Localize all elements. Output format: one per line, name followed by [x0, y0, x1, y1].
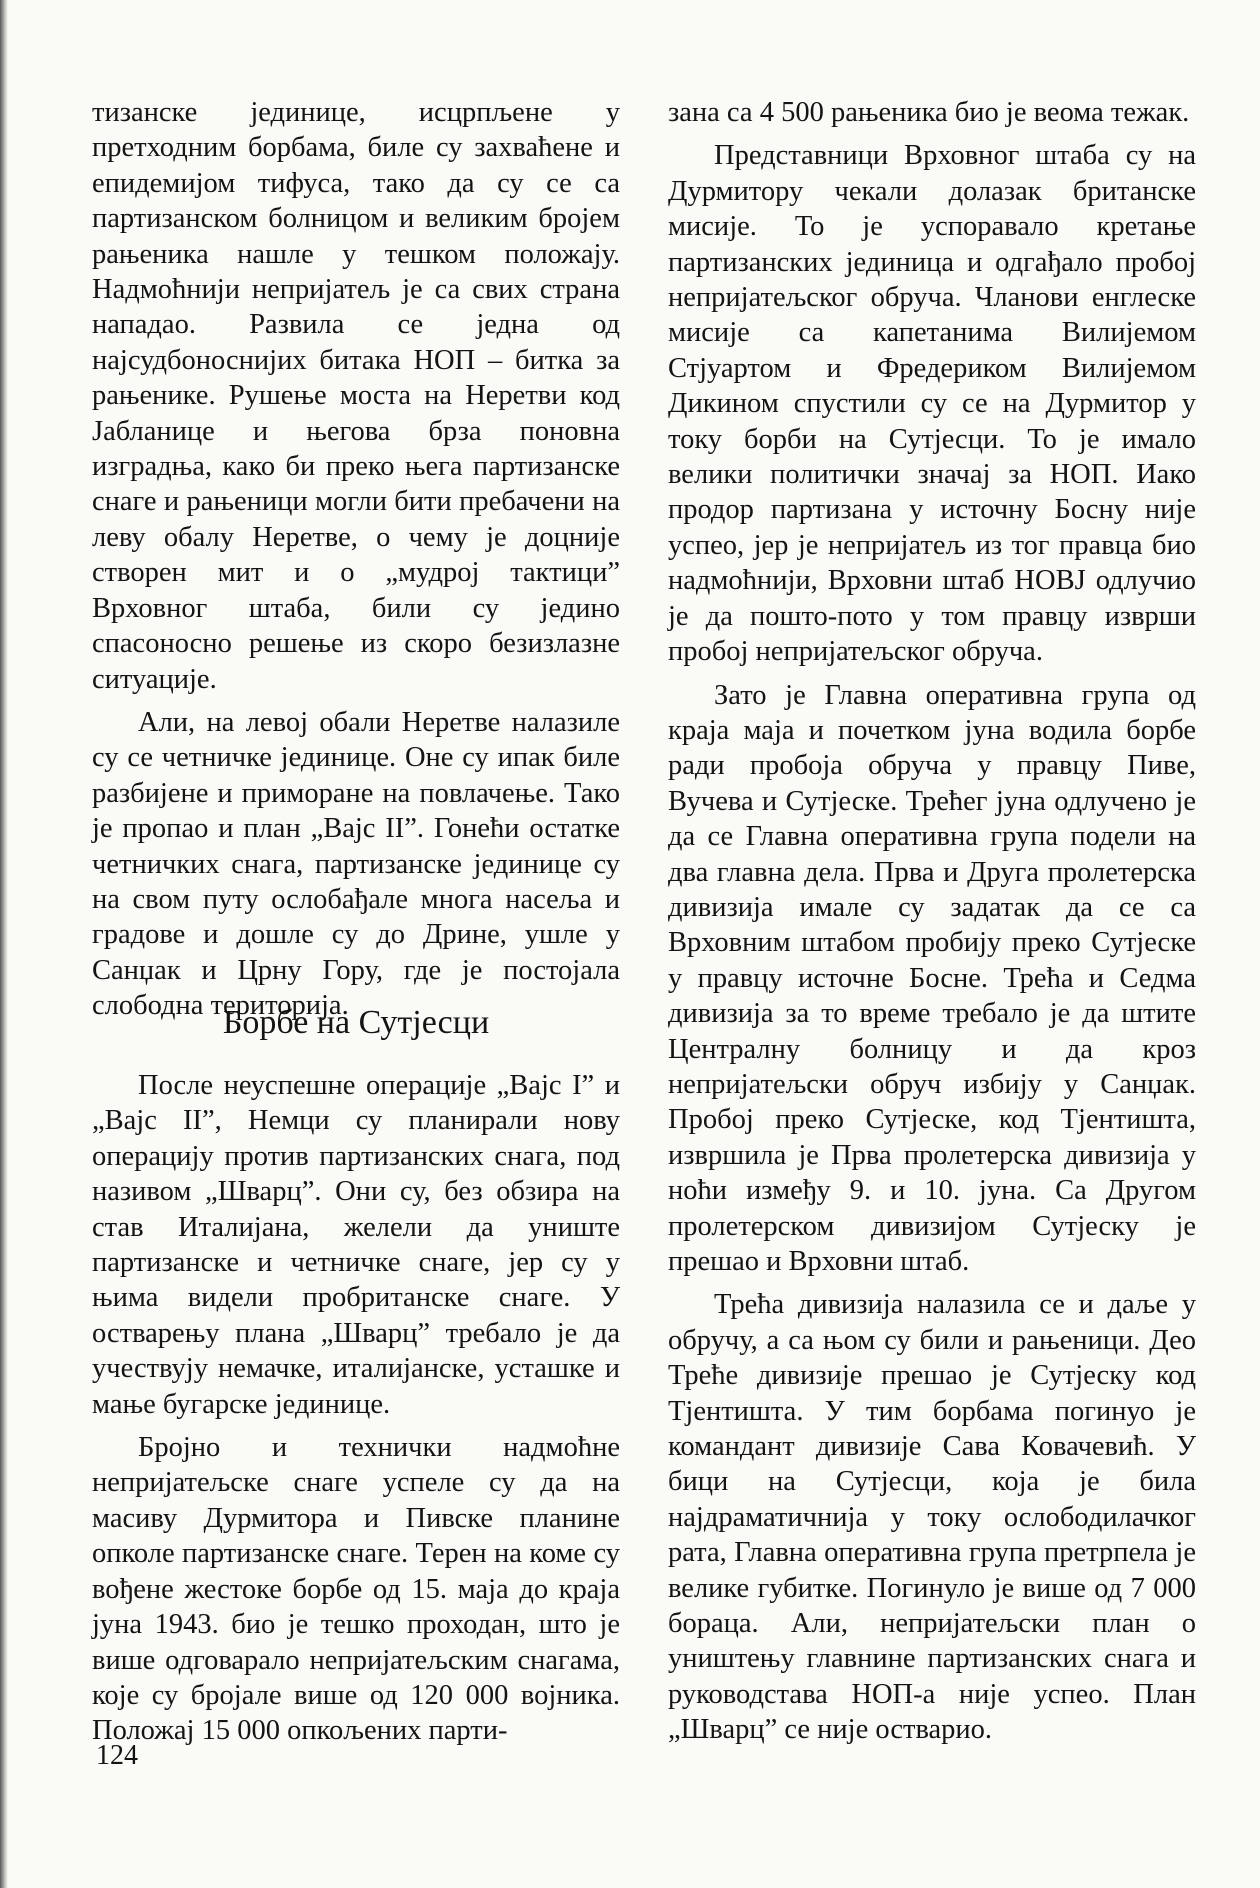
paragraph: Зато је Главна оперативна група од краја маја и почетком јуна водила борбе ради пробоја обруча у правцу Пиве, Вучева и Сутјеске. Трећег јуна одлучено је да се Главна оперативна група подели на два главна дела. Прва и Друга пролетерска дивизија имале су задатак да се са Врховним штабом пробију преко Сутјеске у правцу источне Босне. Трећа и Седма дивизија за то време требало је да штите Централну болницу и да кроз непријатељски обруч избију у Санџак. Пробој преко Сутјеске, код Тјентишта, извршила је Прва пролетерска дивизија у ноћи између 9. и 10. јуна. Са Другом пролетерском дивизијом Сутјеску је прешао и Врховни штаб. [668, 679, 1196, 1277]
paragraph: Али, на левој обали Неретве налазиле су се четничке јединице. Оне су ипак биле разбијене и приморане на повлачење. Тако је пропао и план „Вајс II”. Гонећи остатке четничких снага, партизанске јединице су на свом путу ослобађале многа насеља и градове и дошле су до Дрине, ушле у Санџак и Црну Гору, где је постојала слободна територија. [92, 706, 620, 1022]
paragraph: После неуспешне операције „Вајс I” и „Вајс II”, Немци су планирали нову операцију против партизанских снага, под називом „Шварц”. Они су, без обзира на став Италијана, желели да униште партизанске и четничке снаге, јер су у њима видели пробританске снаге. У остварењу плана „Шварц” требало је да учествују немачке, италијанске, усташке и мање бугарске јединице. [92, 1070, 620, 1420]
paragraph: Бројно и технички надмоћне непријатељске снаге успеле су да на масиву Дурмитора и Пивске планине опколе партизанске снаге. Терен на коме су вођене жестоке борбе од 15. маја до краја јуна 1943. био је тешко проходан, што је више одговарало непријатељским снагама, које су бројале више од 120 000 војника. Положај 15 000 опкољених парти- [92, 1432, 620, 1747]
left-column-section [92, 1068, 620, 1757]
page-binding-edge [0, 0, 8, 1888]
page-number: 124 [96, 1740, 138, 1771]
left-column-top [92, 95, 620, 1032]
paragraph: тизанске јединице, исцрпљене у претходним борбама, биле су захваћене и епидемијом тифуса, тако да су се са партизанском болницом и великим бројем рањеника нашле у тешком положају. Надмоћнији непријатељ је са свих страна нападао. Развила се једна од најсудбоноснијих битака НОП – битка за рањенике. Рушење моста на Неретви код Јабланице и његова брза поновна изградња, како би преко њега партизанске снаге и рањеници могли бити пребачени на леву обалу Неретве, о чему је доцније створен мит и о „мудрој тактици” Врховног штаба, били су једино спасоносно решење из скоро безизлазне ситуације. [92, 97, 620, 695]
paragraph: зана са 4 500 рањеника био је веома тежак. [668, 97, 1190, 128]
paragraph: Трећа дивизија налазила се и даље у обручу, а са њом су били и рањеници. Део Треће дивизије прешао је Сутјеску код Тјентишта. У тим борбама погинуо је командант дивизије Сава Ковачевић. У бици на Сутјесци, која је била најдраматичнија у току ослободилачког рата, Главна оперативна група претрпела је велике губитке. Погинуло је више од 7 000 бораца. Али, непријатељски план о уништењу главнине партизанских снага и руководстава НОП-а није успео. План „Шварц” се није остварио. [668, 1289, 1196, 1746]
right-column [668, 95, 1196, 1756]
section-heading: Борбе на Сутјесци [222, 1004, 490, 1041]
paragraph: Представници Врховног штаба су на Дурмитору чекали долазак британске мисије. То је успоравало кретање партизанских јединица и одгађало пробој непријатељског обруча. Чланови енглеске мисије са капетанима Вилијемом Стјуартом и Фредериком Вилијемом Дикином спустили су се на Дурмитор у току борби на Сутјесци. То је имало велики политички значај за НОП. Иако продор партизана у источну Босну није успео, јер је непријатељ из тог правца био надмоћнији, Врховни штаб НОВЈ одлучио је да пошто-пото у том правцу изврши пробој непријатељског обруча. [668, 140, 1196, 668]
